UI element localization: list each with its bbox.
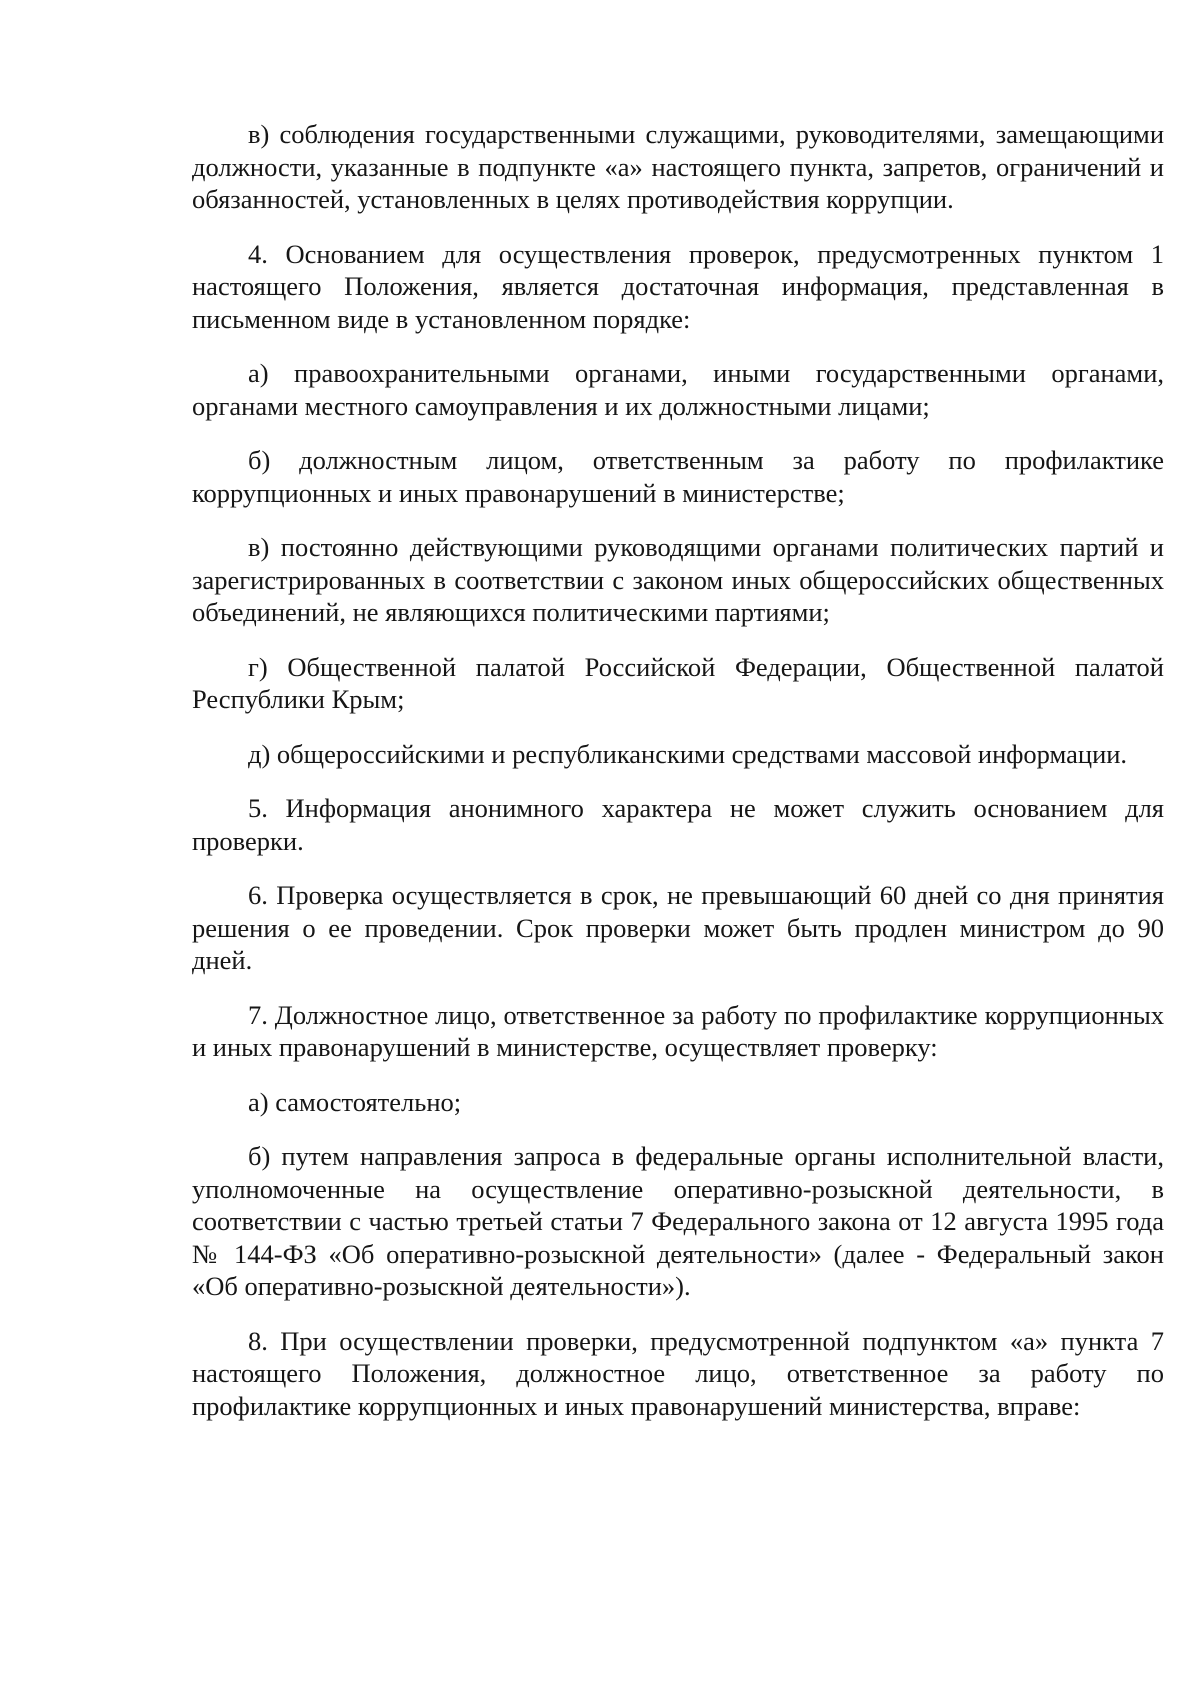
paragraph-5: 5. Информация анонимного характера не может служить основанием для проверки. (192, 793, 1164, 856)
paragraph-7b: б) путем направления запроса в федеральные органы исполнительной власти, уполномоченные на осуществление оперативно-розыскной деятельности, в соответствии с частью третьей статьи 7 Федерального закона от 12 августа 1995 года № 144-ФЗ «Об оперативно-розыскной деятельности» (далее - Федеральный закон «Об оперативно-розыскной деятельности»). (192, 1141, 1164, 1301)
document-body (192, 118, 1164, 1444)
paragraph-8: 8. При осуществлении проверки, предусмотренной подпунктом «а» пункта 7 настоящего Положения, должностное лицо, ответственное за работу по профилактике коррупционных и иных правонарушений министерства, вправе: (192, 1325, 1164, 1421)
paragraph-4g: г) Общественной палатой Российской Федерации, Общественной палатой Республики Крым; (192, 651, 1164, 714)
paragraph-4a: а) правоохранительными органами, иными государственными органами, органами местного самоуправления и их должностными лицами; (192, 358, 1164, 421)
paragraph-4d: д) общероссийскими и республиканскими средствами массовой информации. (248, 738, 1128, 769)
paragraph-7: 7. Должностное лицо, ответственное за работу по профилактике коррупционных и иных правонарушений в министерстве, осуществляет проверку: (192, 999, 1164, 1062)
paragraph-4v: в) постоянно действующими руководящими органами политических партий и зарегистрированных в соответствии с законом иных общероссийских общественных объединений, не являющихся политическими партиями; (192, 532, 1164, 627)
paragraph-4b: б) должностным лицом, ответственным за работу по профилактике коррупционных и иных правонарушений в министерстве; (192, 445, 1164, 508)
paragraph-4: 4. Основанием для осуществления проверок, предусмотренных пунктом 1 настоящего Положения, является достаточная информация, представленная в письменном виде в установленном порядке: (192, 238, 1164, 334)
paragraph-6: 6. Проверка осуществляется в срок, не превышающий 60 дней со дня принятия решения о ее проведении. Срок проверки может быть продлен министром до 90 дней. (192, 880, 1164, 975)
paragraph-7a: а) самостоятельно; (248, 1086, 462, 1117)
paragraph-3v: в) соблюдения государственными служащими, руководителями, замещающими должности, указанные в подпункте «а» настоящего пункта, запретов, ограничений и обязанностей, установленных в целях противодействия коррупции. (192, 119, 1164, 214)
